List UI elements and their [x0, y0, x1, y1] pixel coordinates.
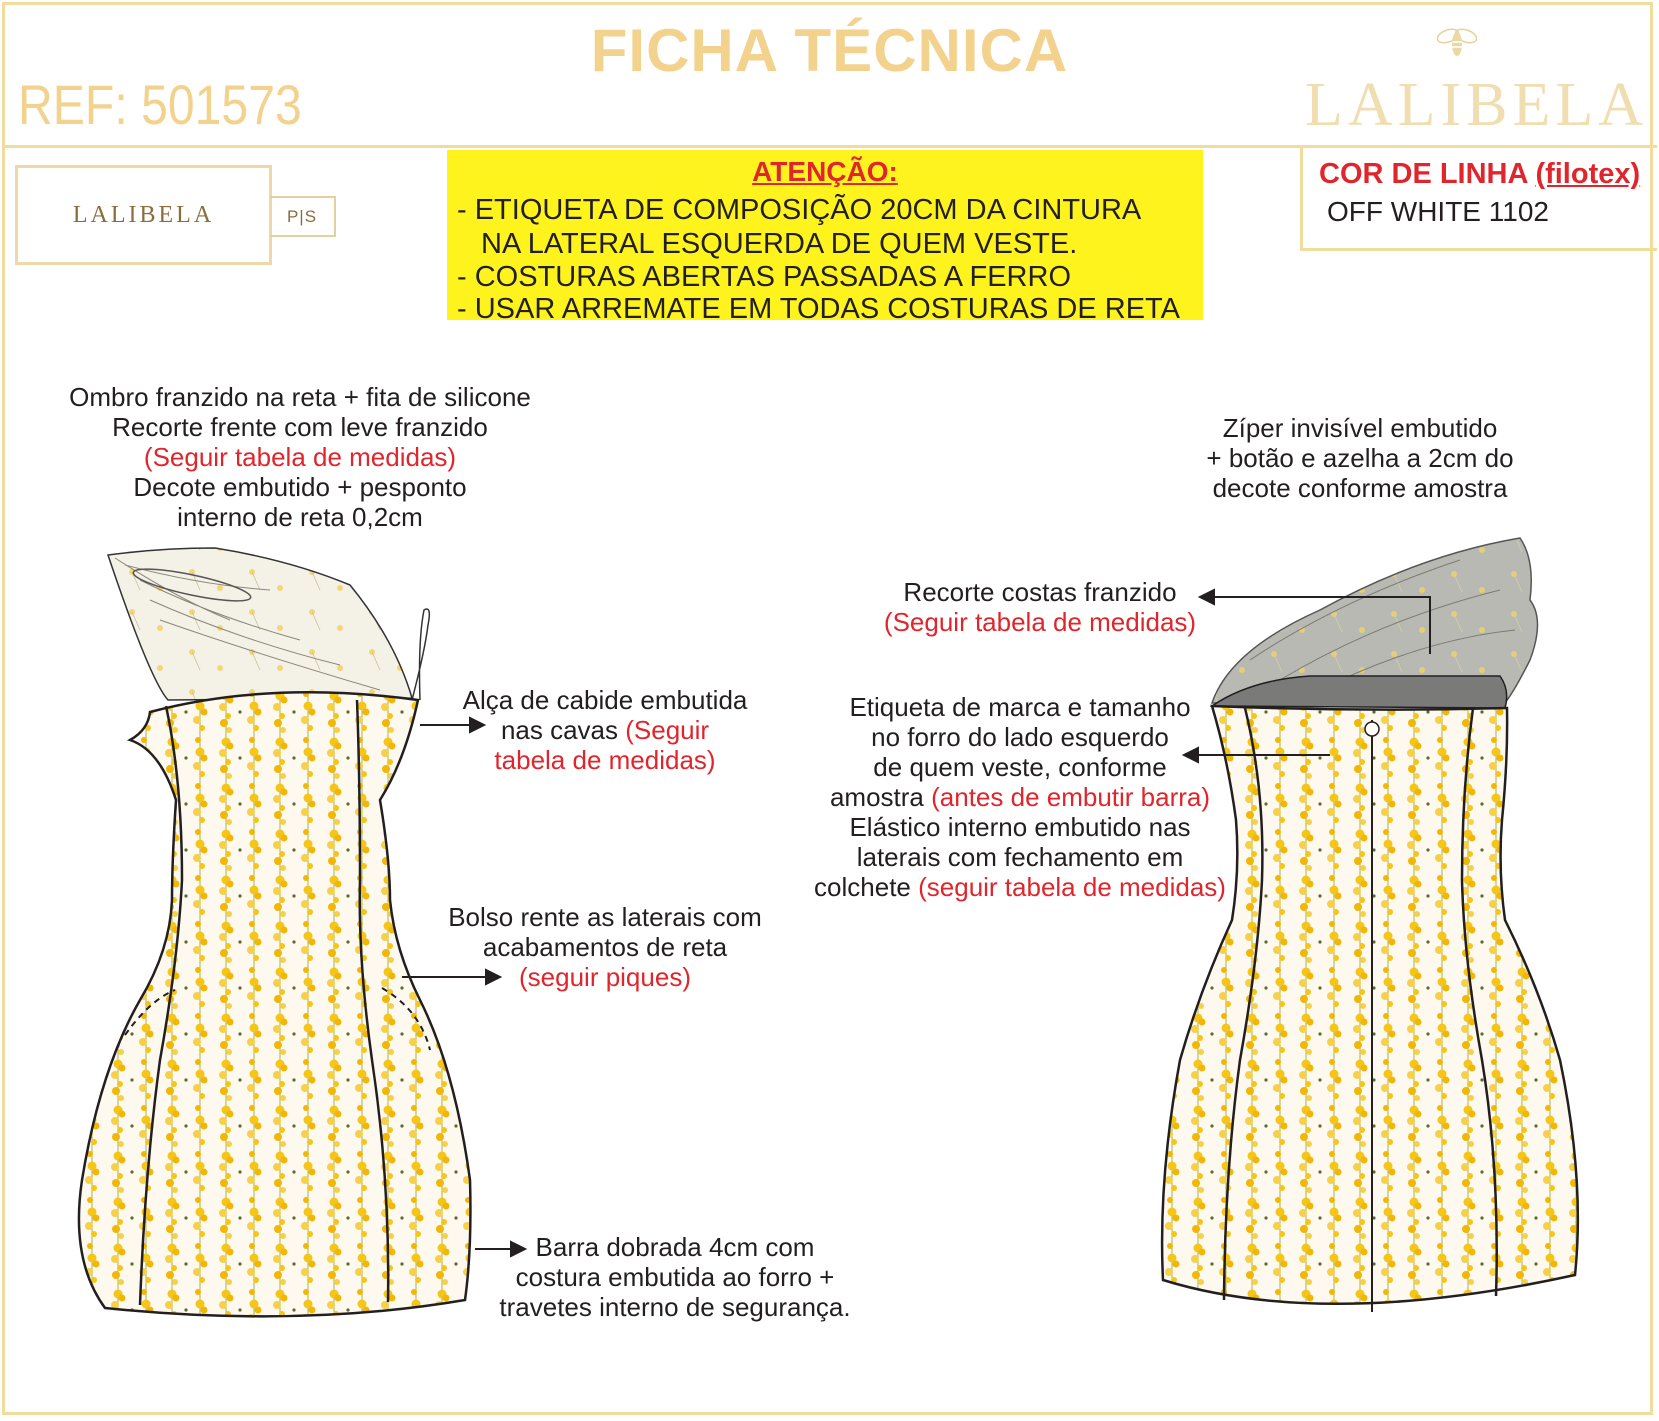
attention-line: NA LATERAL ESQUERDA DE QUEM VESTE. — [481, 228, 1078, 260]
zipper-note-line: decote conforme amostra — [1212, 473, 1508, 503]
pocket-note — [420, 902, 790, 992]
shoulder-note — [50, 382, 550, 532]
tag-note-line: de quem veste, conforme — [873, 752, 1167, 782]
tag-note-line: amostra — [829, 782, 932, 812]
hem-note-line: costura embutida ao forro + — [515, 1262, 835, 1292]
thread-color-title-text: COR DE LINHA — [1319, 158, 1536, 190]
attention-title: ATENÇÃO: — [752, 156, 898, 187]
shoulder-note-line: Recorte frente com leve franzido — [112, 412, 488, 442]
thread-color-value: OFF WHITE 1102 — [1327, 196, 1549, 227]
front-dress-drawing — [79, 548, 471, 1316]
shoulder-note-measure: (Seguir tabela de medidas) — [143, 442, 457, 472]
size-label-tag: P|S — [270, 196, 336, 237]
elastic-note-line: laterais com fechamento em — [856, 842, 1184, 872]
shoulder-note-line: Ombro franzido na reta + fita de silicone — [69, 382, 531, 412]
reference-number: REF: 501573 — [18, 73, 302, 136]
hem-note-line: travetes interno de segurança. — [499, 1292, 851, 1322]
page-title: FICHA TÉCNICA — [590, 17, 1069, 84]
tag-note-line: no forro do lado esquerdo — [871, 722, 1169, 752]
shoulder-note-line: Decote embutido + pesponto — [133, 472, 467, 502]
elastic-note-line: Elástico interno embutido nas — [849, 812, 1191, 842]
pocket-note-piques: (seguir piques) — [519, 962, 691, 992]
back-cut-note — [880, 577, 1200, 637]
pocket-note-line: acabamentos de reta — [482, 932, 728, 962]
zipper-note-line: + botão e azelha a 2cm do — [1206, 443, 1514, 473]
zipper-note-line: Zíper invisível embutido — [1222, 413, 1498, 443]
elastic-note-line: colchete — [814, 872, 919, 902]
tag-note-line: Etiqueta de marca e tamanho — [849, 692, 1191, 722]
hanger-note-line: nas cavas — [500, 715, 626, 745]
pocket-note-line: Bolso rente as laterais com — [448, 902, 762, 932]
hanger-note-measure: (Seguir — [625, 715, 710, 745]
shoulder-note-line: interno de reta 0,2cm — [177, 502, 423, 532]
hem-note — [480, 1232, 870, 1322]
hanger-note-measure: tabela de medidas) — [494, 745, 716, 775]
hanger-loop-note — [450, 685, 760, 775]
attention-line: - COSTURAS ABERTAS PASSADAS A FERRO — [457, 261, 1071, 293]
back-dress-drawing — [1162, 538, 1578, 1312]
tag-note-instruction: (antes de embutir barra) — [931, 782, 1211, 812]
hem-note-line: Barra dobrada 4cm com — [535, 1232, 815, 1262]
hanger-note-line: Alça de cabide embutida — [462, 685, 748, 715]
brand-label-text: LALIBELA — [72, 201, 215, 228]
attention-line: - ETIQUETA DE COMPOSIÇÃO 20CM DA CINTURA — [457, 194, 1142, 226]
attention-line: - USAR ARREMATE EM TODAS COSTURAS DE RETA — [457, 293, 1180, 325]
back-cut-note-line: Recorte costas franzido — [903, 577, 1177, 607]
brand-logo: LALIBELA — [1305, 71, 1649, 139]
zipper-note — [1180, 413, 1540, 503]
back-cut-note-measure: (Seguir tabela de medidas) — [883, 607, 1197, 637]
tag-elastic-note — [810, 692, 1230, 902]
elastic-note-measure: (seguir tabela de medidas) — [918, 872, 1226, 902]
thread-color-brand: (filotex) — [1535, 158, 1641, 190]
